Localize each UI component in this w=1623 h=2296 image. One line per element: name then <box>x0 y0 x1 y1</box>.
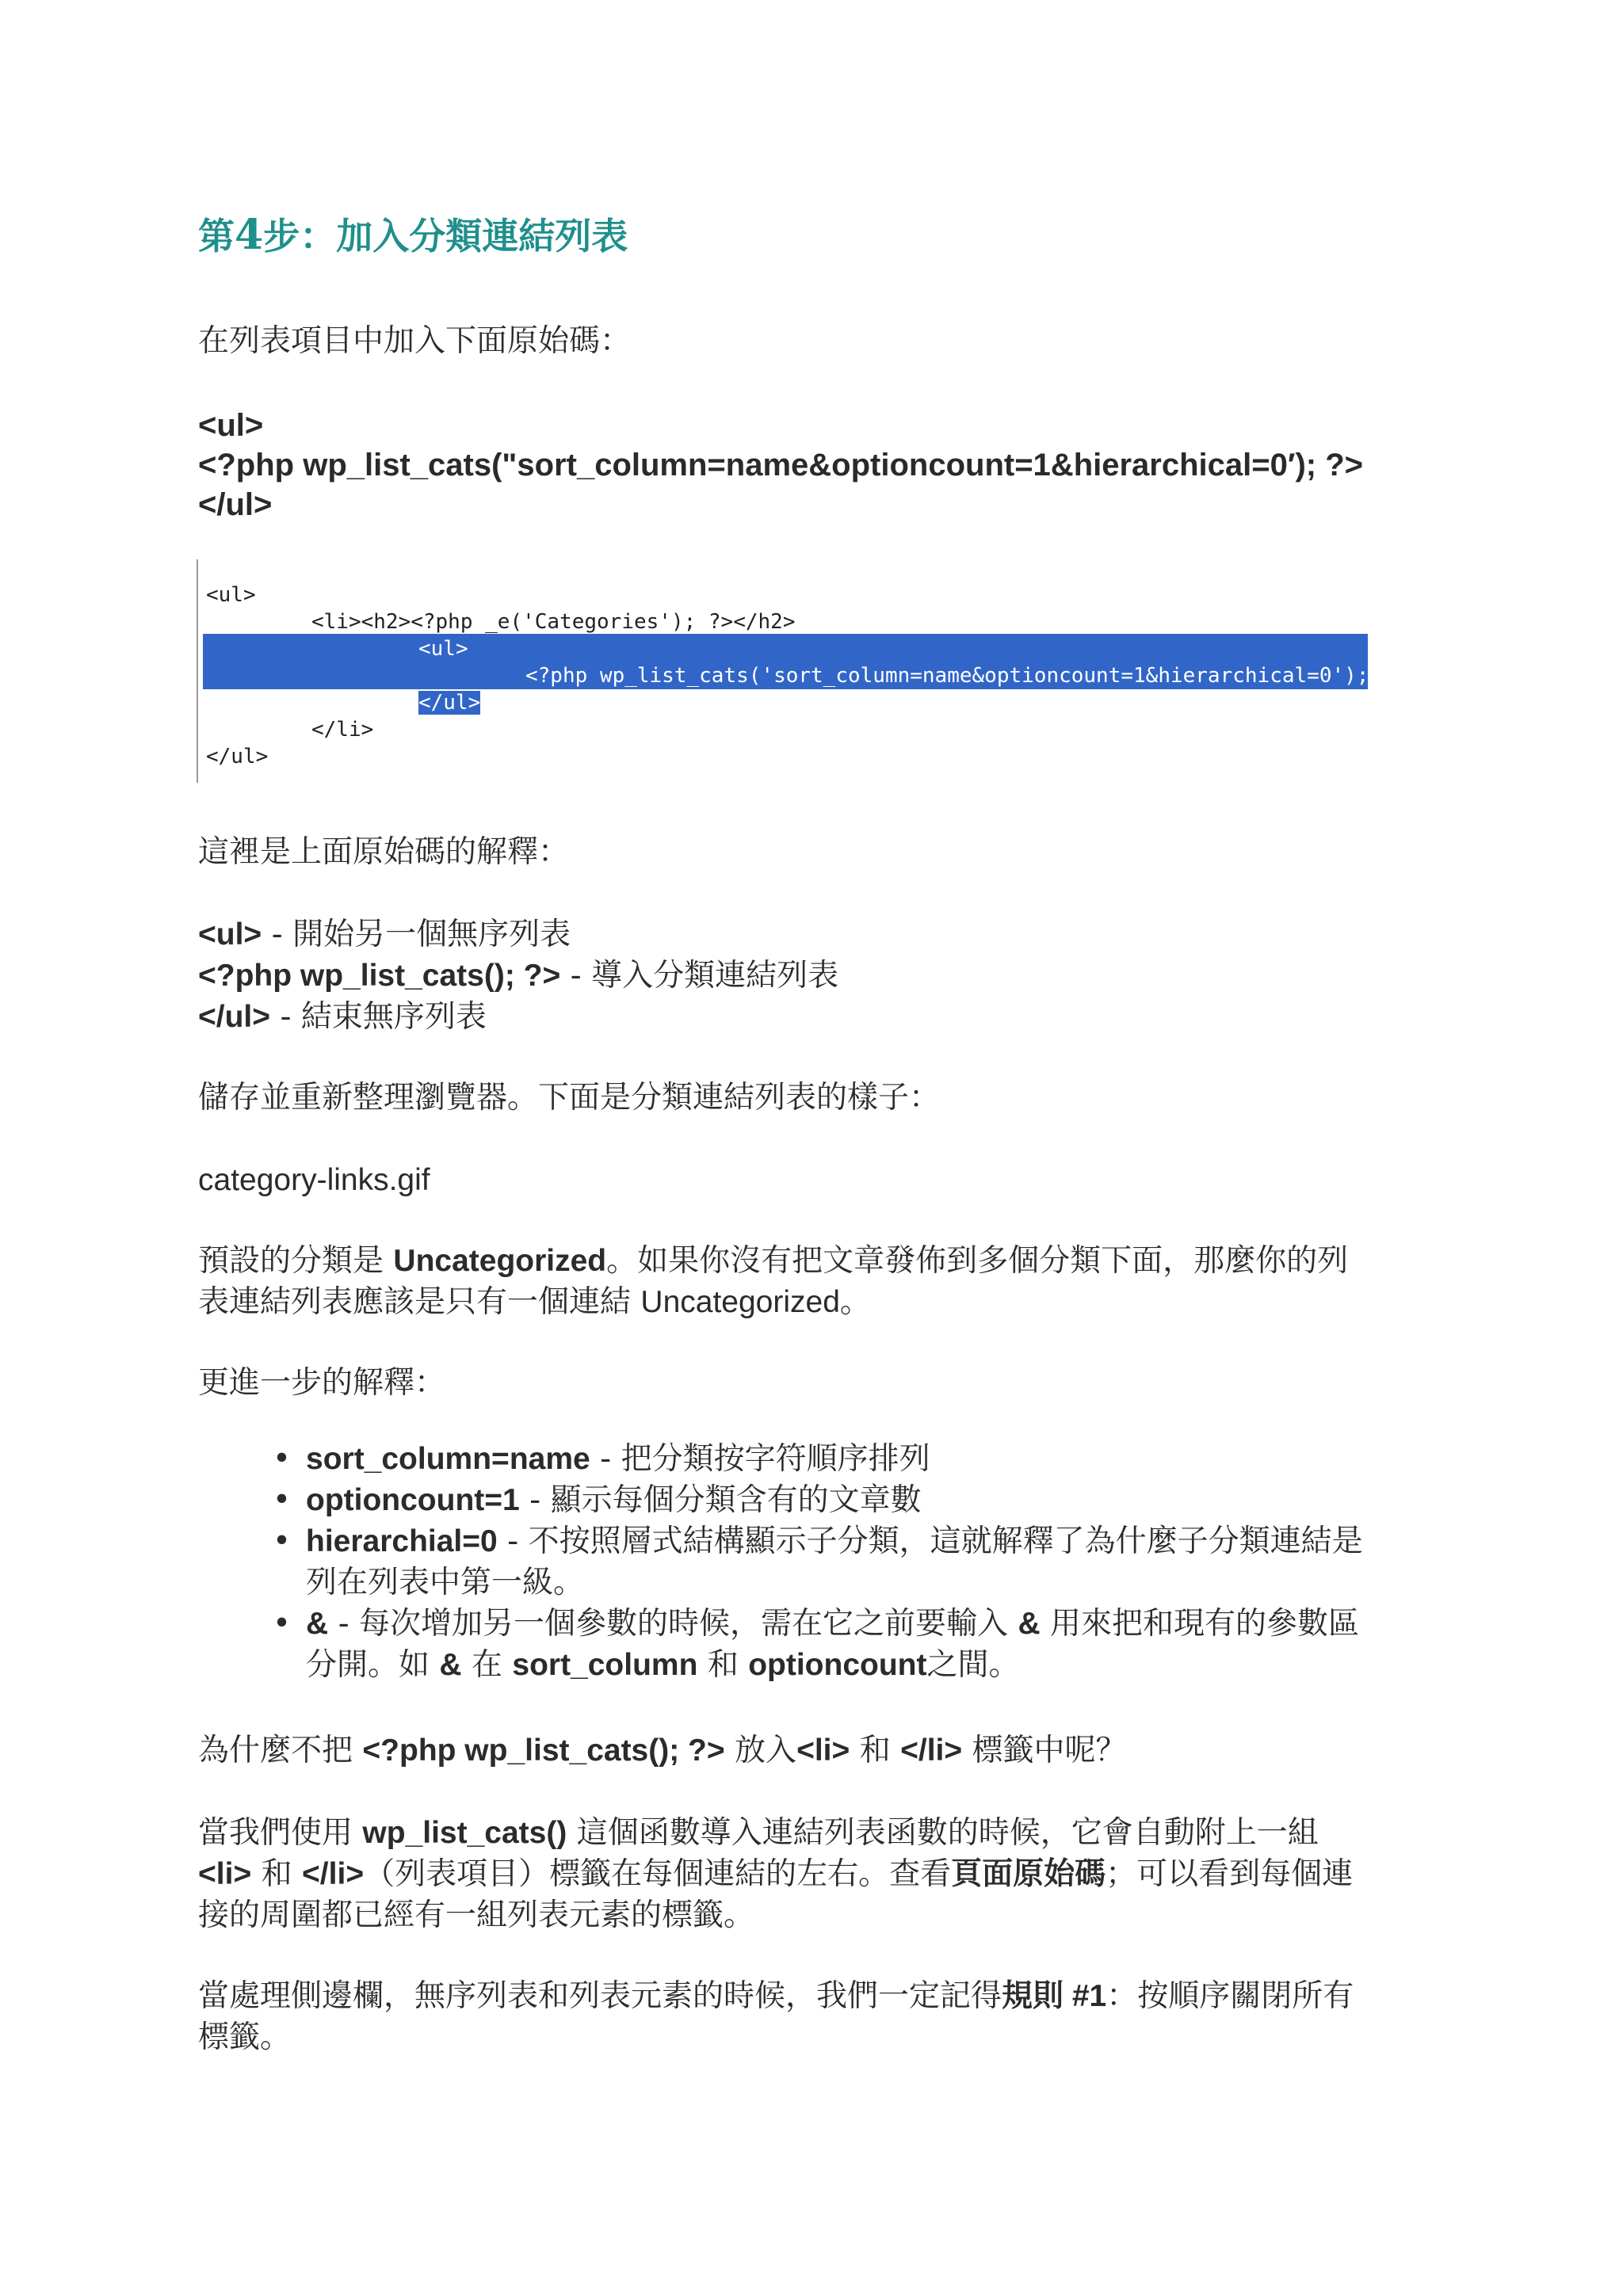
explain-code-3: </ul> <box>198 1000 271 1034</box>
bullet-code: sort_column=name <box>306 1442 590 1476</box>
explain-code-1: <ul> <box>198 917 262 952</box>
bullet-sort-column: sort_column <box>512 1648 698 1682</box>
when-j: 接的周圍都已經有一組列表元素的標籤。 <box>198 1897 755 1933</box>
bullet-end: 之間。 <box>926 1647 1020 1683</box>
screenshot-line-4: <?php wp_list_cats('sort_column=name&optioncount=1&hierarchical=0'); ?> <box>525 664 1407 688</box>
bullet-and: 和 <box>697 1647 749 1683</box>
bullet-text: - 不按照層式結構顯示子分類，這就解釋了為什麼子分類連結是 <box>497 1524 1363 1559</box>
bullet-text-2: 用來把和現有的參數區 <box>1040 1606 1360 1642</box>
screenshot-line-3: <ul> <box>418 637 468 661</box>
explain-line-1 <box>198 914 571 955</box>
bullet-code: hierarchial=0 <box>306 1524 498 1558</box>
explain-line-2 <box>198 955 838 997</box>
screenshot-line-7: </ul> <box>206 745 269 769</box>
why-d: <li> <box>796 1733 850 1768</box>
further-heading: 更進一步的解釋： <box>198 1365 446 1401</box>
bullet-cont-2: 在 <box>461 1647 513 1683</box>
bullet-text-cont: 列在列表中第一級。 <box>306 1565 585 1600</box>
why-a: 為什麼不把 <box>198 1733 363 1768</box>
bullet-cont-1: 分開。如 <box>306 1647 440 1683</box>
when-paragraph <box>198 1813 1353 1936</box>
when-h: 頁面原始碼 <box>951 1857 1106 1891</box>
editor-gutter-line <box>197 559 198 783</box>
default-text-f: 。 <box>839 1284 871 1320</box>
default-category-paragraph <box>198 1241 1348 1323</box>
code-line-1: <ul> <box>198 408 264 443</box>
code-editor-screenshot <box>197 559 1407 783</box>
screenshot-line-2: <li><h2><?php _e('Categories'); ?></h2> <box>311 610 796 634</box>
heading-step-number: 4 <box>235 211 264 259</box>
bullet-code: & <box>306 1607 329 1641</box>
list-item <box>269 1521 1363 1604</box>
why-e: 和 <box>850 1733 901 1768</box>
default-text-e: Uncategorized <box>640 1285 840 1319</box>
when-a: 當我們使用 <box>198 1815 363 1851</box>
explain-code-2: <?php wp_list_cats(); ?> <box>198 959 561 993</box>
why-f: </li> <box>900 1733 963 1768</box>
save-paragraph: 儲存並重新整理瀏覽器。下面是分類連結列表的樣子： <box>198 1080 941 1116</box>
bullet-text: - 每次增加另一個參數的時候，需在它之前要輸入 <box>328 1606 1018 1642</box>
screenshot-line-1: <ul> <box>206 583 256 607</box>
bullet-icon: • <box>273 1606 292 1642</box>
when-d: <li> <box>198 1857 252 1891</box>
intro-paragraph: 在列表項目中加入下面原始碼： <box>198 323 632 359</box>
default-text-a: 預設的分類是 <box>198 1243 394 1279</box>
explain-text-1: - 開始另一個無序列表 <box>262 917 571 952</box>
code-snippet <box>198 406 1363 524</box>
why-paragraph <box>198 1730 1127 1772</box>
rule-a: 當處理側邊欄，無序列表和列表元素的時候，我們一定記得 <box>198 1978 1002 2014</box>
selection-highlight-tail <box>203 662 472 689</box>
image-filename: category-links.gif <box>198 1163 430 1197</box>
code-line-3: </ul> <box>198 487 273 522</box>
bullet-amp: & <box>1018 1607 1041 1641</box>
why-b: <?php wp_list_cats(); ?> <box>362 1733 725 1768</box>
section-heading <box>198 211 628 260</box>
bullet-icon: • <box>273 1482 292 1518</box>
default-text-d: 表連結列表應該是只有一個連結 <box>198 1284 641 1320</box>
bullet-text: - 顯示每個分類含有的文章數 <box>519 1482 922 1518</box>
when-b: wp_list_cats() <box>362 1816 567 1850</box>
why-c: 放入 <box>724 1733 797 1768</box>
when-e: 和 <box>251 1856 303 1892</box>
code-line-2: <?php wp_list_cats("sort_column=name&optioncount=1&hierarchical=0′); ?> <box>198 448 1363 482</box>
explain-text-3: - 結束無序列表 <box>270 999 487 1035</box>
list-item <box>269 1604 1363 1686</box>
explain-intro: 這裡是上面原始碼的解釋： <box>198 834 570 870</box>
rule-paragraph <box>198 1976 1354 2058</box>
screenshot-line-6: </li> <box>311 718 374 742</box>
list-item <box>269 1439 1363 1480</box>
when-c: 這個函數導入連結列表函數的時候，它會自動附上一組 <box>567 1815 1319 1851</box>
heading-suffix: 步：加入分類連結列表 <box>263 215 628 257</box>
default-text-c: 。如果你沒有把文章發佈到多個分類下面，那麼你的列 <box>606 1243 1349 1279</box>
screenshot-line-5: </ul> <box>418 691 481 715</box>
bullet-icon: • <box>273 1441 292 1477</box>
bullet-icon: • <box>273 1524 292 1559</box>
rule-c: ：按順序關閉所有 <box>1106 1978 1354 2014</box>
bullet-code: optioncount=1 <box>306 1483 520 1517</box>
explain-text-2: - 導入分類連結列表 <box>560 958 839 994</box>
bullet-amp-2: & <box>439 1648 462 1682</box>
bullet-optioncount: optioncount <box>748 1648 927 1682</box>
when-i: ；可以看到每個連 <box>1106 1856 1354 1892</box>
parameter-list <box>269 1439 1363 1686</box>
explain-line-3 <box>198 997 487 1038</box>
when-g: （列表項目）標籤在每個連結的左右。查看 <box>364 1856 952 1892</box>
bullet-text: - 把分類按字符順序排列 <box>590 1441 930 1477</box>
rule-d: 標籤。 <box>198 2019 292 2055</box>
why-g: 標籤中呢？ <box>962 1733 1127 1768</box>
heading-prefix: 第 <box>198 215 235 257</box>
list-item <box>269 1480 1363 1521</box>
rule-b: 規則 #1 <box>1002 1979 1107 2013</box>
when-f: </li> <box>302 1857 365 1891</box>
default-text-b: Uncategorized <box>393 1244 607 1278</box>
